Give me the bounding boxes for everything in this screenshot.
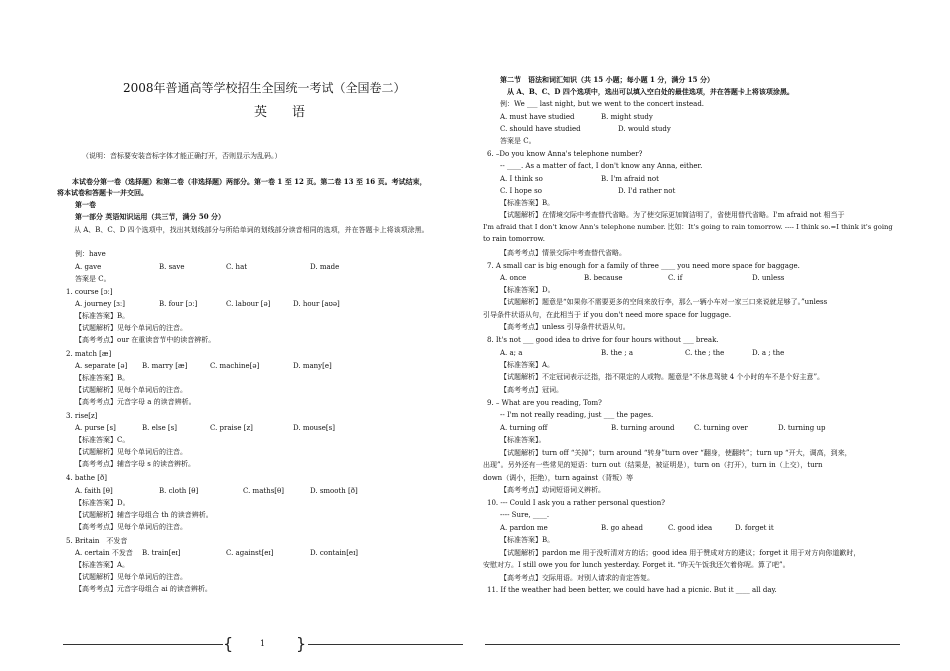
q3-option-a: A. purse [s] xyxy=(75,424,116,432)
section2-instructions: 从 A、B、C、D 四个选项中，选出可以填入空白处的最佳选项，并在答题卡上将该项涂黑。 xyxy=(507,87,794,96)
section2-heading: 第二节 语法和词汇知识（共 15 小题；每小题 1 分，满分 15 分） xyxy=(500,75,714,84)
footer-rule-left xyxy=(63,644,223,645)
q7-option-d: D. unless xyxy=(752,274,785,282)
q7-option-c: C. if xyxy=(668,274,683,282)
footer-rule-right xyxy=(308,644,463,645)
section2-example: 例：We ___ last night, but we went to the concert instead. xyxy=(500,100,705,108)
q8-option-a: A. a; a xyxy=(500,349,523,357)
q3-option-b: B. else [s] xyxy=(142,424,177,432)
q9-option-b: B. turning around xyxy=(611,424,675,432)
q1-analysis: 【试题解析】见每个单词后的注音。 xyxy=(75,324,187,332)
q9-analysis-3: down（调小，拒绝），turn against（背叛）等 xyxy=(483,474,634,482)
q2-point: 【高考考点】元音字母 a 的读音辨析。 xyxy=(75,398,196,406)
question-10: 10. --- Could I ask you a rather personal question? xyxy=(487,499,665,507)
part1-heading: 第一部分 英语知识运用（共三节，满分 50 分） xyxy=(75,212,226,221)
q4-option-b: B. cloth [θ] xyxy=(159,487,199,495)
q1-option-a: A. journey [ɜː] xyxy=(75,300,125,308)
q6-option-d: D. I'd rather not xyxy=(618,187,676,195)
footer-rule-far-right xyxy=(485,644,900,645)
q9-option-d: D. turning up xyxy=(778,424,826,432)
q10-analysis-1: 【试题解析】pardon me 用于没听清对方的话；good idea 用于赞成对方的建议；forget it 用于对方向你道歉时， xyxy=(500,549,861,557)
q4-answer: 【标准答案】D。 xyxy=(75,499,130,507)
s2-example-option-d: D. would study xyxy=(618,125,671,133)
q7-analysis-1: 【试题解析】题意是“如果你不需要更多的空间来放行李，那么一辆小车对一家三口来说就足够了。”unless xyxy=(500,298,828,306)
q6-option-c: C. I hope so xyxy=(500,187,542,195)
font-note: （说明：音标要安装音标字体才能正确打开，否则显示为乱码。） xyxy=(82,152,282,160)
q6-answer: 【标准答案】B。 xyxy=(500,199,555,207)
page-number: 1 xyxy=(260,639,266,648)
intro-line-2: 将本试卷和答题卡一并交回。 xyxy=(57,188,148,197)
question-11: 11. If the weather had been better, we could have had a picnic. But it ____ all day. xyxy=(487,586,777,594)
q8-analysis: 【试题解析】不定冠词表示泛指，指不限定的人或物。题意是“不休息驾驶 4 个小时的车不是个好主意”。 xyxy=(500,373,825,381)
q4-option-c: C. maths[θ] xyxy=(243,487,284,495)
q7-point: 【高考考点】unless 引导条件状语从句。 xyxy=(500,323,630,331)
q10-point: 【高考考点】交际用语。对别人请求的肯定答复。 xyxy=(500,574,654,582)
q7-answer: 【标准答案】D。 xyxy=(500,286,555,294)
question-1: 1. course [ɔː] xyxy=(66,288,113,296)
example-option-a: A. gave xyxy=(75,263,102,271)
s2-example-option-c: C. should have studied xyxy=(500,125,581,133)
q5-analysis: 【试题解析】见每个单词后的注音。 xyxy=(75,573,187,581)
q3-analysis: 【试题解析】见每个单词后的注音。 xyxy=(75,448,187,456)
q9-option-a: A. turning off xyxy=(500,424,548,432)
question-4: 4. bathe [ð] xyxy=(66,474,107,482)
q10-option-b: B. go ahead xyxy=(601,524,643,532)
q5-option-b: B. train[eɪ] xyxy=(142,549,181,557)
q3-point: 【高考考点】辅音字母 s 的读音辨析。 xyxy=(75,460,196,468)
q4-point: 【高考考点】见每个单词后的注音。 xyxy=(75,523,187,531)
q7-option-a: A. once xyxy=(500,274,527,282)
q10-analysis-2: 安慰对方。I still owe you for lunch yesterday. Forget it. “昨天午饭我还欠着你呢。算了吧”。 xyxy=(483,561,790,569)
q2-analysis: 【试题解析】见每个单词后的注音。 xyxy=(75,386,187,394)
q9-analysis-1: 【试题解析】turn off “关掉”；turn around “转身”turn over “翻身，使翻转”；turn up “开大，调高，到来， xyxy=(500,449,852,457)
q10-option-d: D. forget it xyxy=(735,524,774,532)
q2-option-c: C. machine[ə] xyxy=(210,362,260,370)
q1-point: 【高考考点】our 在重读音节中的读音辨析。 xyxy=(75,336,216,344)
q7-option-b: B. because xyxy=(584,274,623,282)
q5-point: 【高考考点】元音字母组合 ai 的读音辨析。 xyxy=(75,585,212,593)
q7-analysis-2: 引导条件状语从句，在此相当于 if you don't need more space for luggage. xyxy=(483,311,732,319)
q10-option-a: A. pardon me xyxy=(500,524,548,532)
q6-analysis-3: to rain tomorrow. xyxy=(483,235,545,243)
q6-analysis-2: I'm afraid that I don't know Ann's telephone number. 比如：It's going to rain tomorrow. ---- I think so.=I think it's going xyxy=(483,223,893,231)
q6-point: 【高考考点】情景交际中考查替代省略。 xyxy=(500,249,626,257)
subject-title: 英 语 xyxy=(254,105,312,120)
question-3: 3. rise[z] xyxy=(66,412,98,420)
q5-answer: 【标准答案】A。 xyxy=(75,561,130,569)
example-word: 例：have xyxy=(75,250,106,258)
q2-option-a: A. separate [ə] xyxy=(75,362,128,370)
q1-option-d: D. hour [aʊə] xyxy=(293,300,340,308)
q8-point: 【高考考点】冠词。 xyxy=(500,386,563,394)
q9-point: 【高考考点】动词短语词义辨析。 xyxy=(500,486,605,494)
q5-option-d: D. contain[eɪ] xyxy=(310,549,359,557)
question-7: 7. A small car is big enough for a family of three ____ you need more space for baggage. xyxy=(487,262,800,270)
q6-option-a: A. I think so xyxy=(500,175,543,183)
intro-line-1: 本试卷分第一卷（选择题）和第二卷（非选择题）两部分。第一卷 1 至 12 页。第二卷 13 至 16 页。考试结束， xyxy=(72,177,427,186)
question-6-reply: -- ____. As a matter of fact, I don't know any Anna, either. xyxy=(500,162,703,170)
example-option-c: C. hat xyxy=(226,263,248,271)
q2-answer: 【标准答案】B。 xyxy=(75,374,130,382)
q1-option-b: B. four [ɔː] xyxy=(159,300,198,308)
s2-example-answer: 答案是 C。 xyxy=(500,137,536,145)
footer-bracket-left: { xyxy=(223,634,234,653)
part1-instructions: 从 A、B、C、D 四个选项中，找出其划线部分与所给单词的划线部分读音相同的选项，并在答题卡上将该项涂黑。 xyxy=(74,226,429,234)
question-10-reply: ---- Sure, ____. xyxy=(500,511,550,519)
q5-option-c: C. against[eɪ] xyxy=(226,549,274,557)
q1-answer: 【标准答案】B。 xyxy=(75,312,130,320)
q8-option-b: B. the ; a xyxy=(601,349,634,357)
q10-answer: 【标准答案】B。 xyxy=(500,536,555,544)
q2-option-d: D. many[e] xyxy=(293,362,332,370)
q4-analysis: 【试题解析】辅音字母组合 th 的读音辨析。 xyxy=(75,511,213,519)
s2-example-option-a: A. must have studied xyxy=(500,113,575,121)
question-9-reply: -- I'm not really reading, just ___ the pages. xyxy=(500,411,654,419)
q4-option-a: A. faith [θ] xyxy=(75,487,113,495)
question-6: 6. –Do you know Anna's telephone number? xyxy=(487,150,643,158)
question-5: 5. Britain 不发音 xyxy=(66,537,128,545)
q6-analysis-1: 【试题解析】在情境交际中考查替代省略。为了使交际更加简洁明了，省使用替代省略。I'm afraid not 相当于 xyxy=(500,211,845,219)
q3-option-d: D. mouse[s] xyxy=(293,424,335,432)
q8-option-c: C. the ; the xyxy=(685,349,725,357)
q2-option-b: B. marry [æ] xyxy=(142,362,188,370)
q9-option-c: C. turning over xyxy=(694,424,748,432)
q8-answer: 【标准答案】A。 xyxy=(500,361,555,369)
q9-answer: 【标准答案】。 xyxy=(500,436,546,444)
s2-example-option-b: B. might study xyxy=(601,113,653,121)
volume-heading: 第一卷 xyxy=(75,200,96,209)
q3-option-c: C. praise [z] xyxy=(210,424,253,432)
question-2: 2. match [æ] xyxy=(66,350,112,358)
q4-option-d: D. smooth [ð] xyxy=(310,487,358,495)
q5-option-a: A. certain 不发音 xyxy=(75,549,133,557)
q1-option-c: C. labour [ə] xyxy=(226,300,271,308)
q10-option-c: C. good idea xyxy=(668,524,713,532)
example-answer: 答案是 C。 xyxy=(75,275,111,283)
q9-analysis-2: 出现”。另外还有一些常见的短语：turn out（结果是，被证明是），turn on（打开），turn in（上交），turn xyxy=(483,461,823,469)
example-option-d: D. made xyxy=(310,263,340,271)
q6-option-b: B. I'm afraid not xyxy=(601,175,659,183)
example-option-b: B. save xyxy=(159,263,185,271)
q8-option-d: D. a ; the xyxy=(752,349,785,357)
q3-answer: 【标准答案】C。 xyxy=(75,436,130,444)
question-8: 8. It's not ___ good idea to drive for four hours without ___ break. xyxy=(487,336,719,344)
footer-bracket-right: } xyxy=(296,634,307,653)
exam-title: 2008年普通高等学校招生全国统一考试（全国卷二） xyxy=(123,81,406,95)
question-9: 9. – What are you reading, Tom? xyxy=(487,399,602,407)
